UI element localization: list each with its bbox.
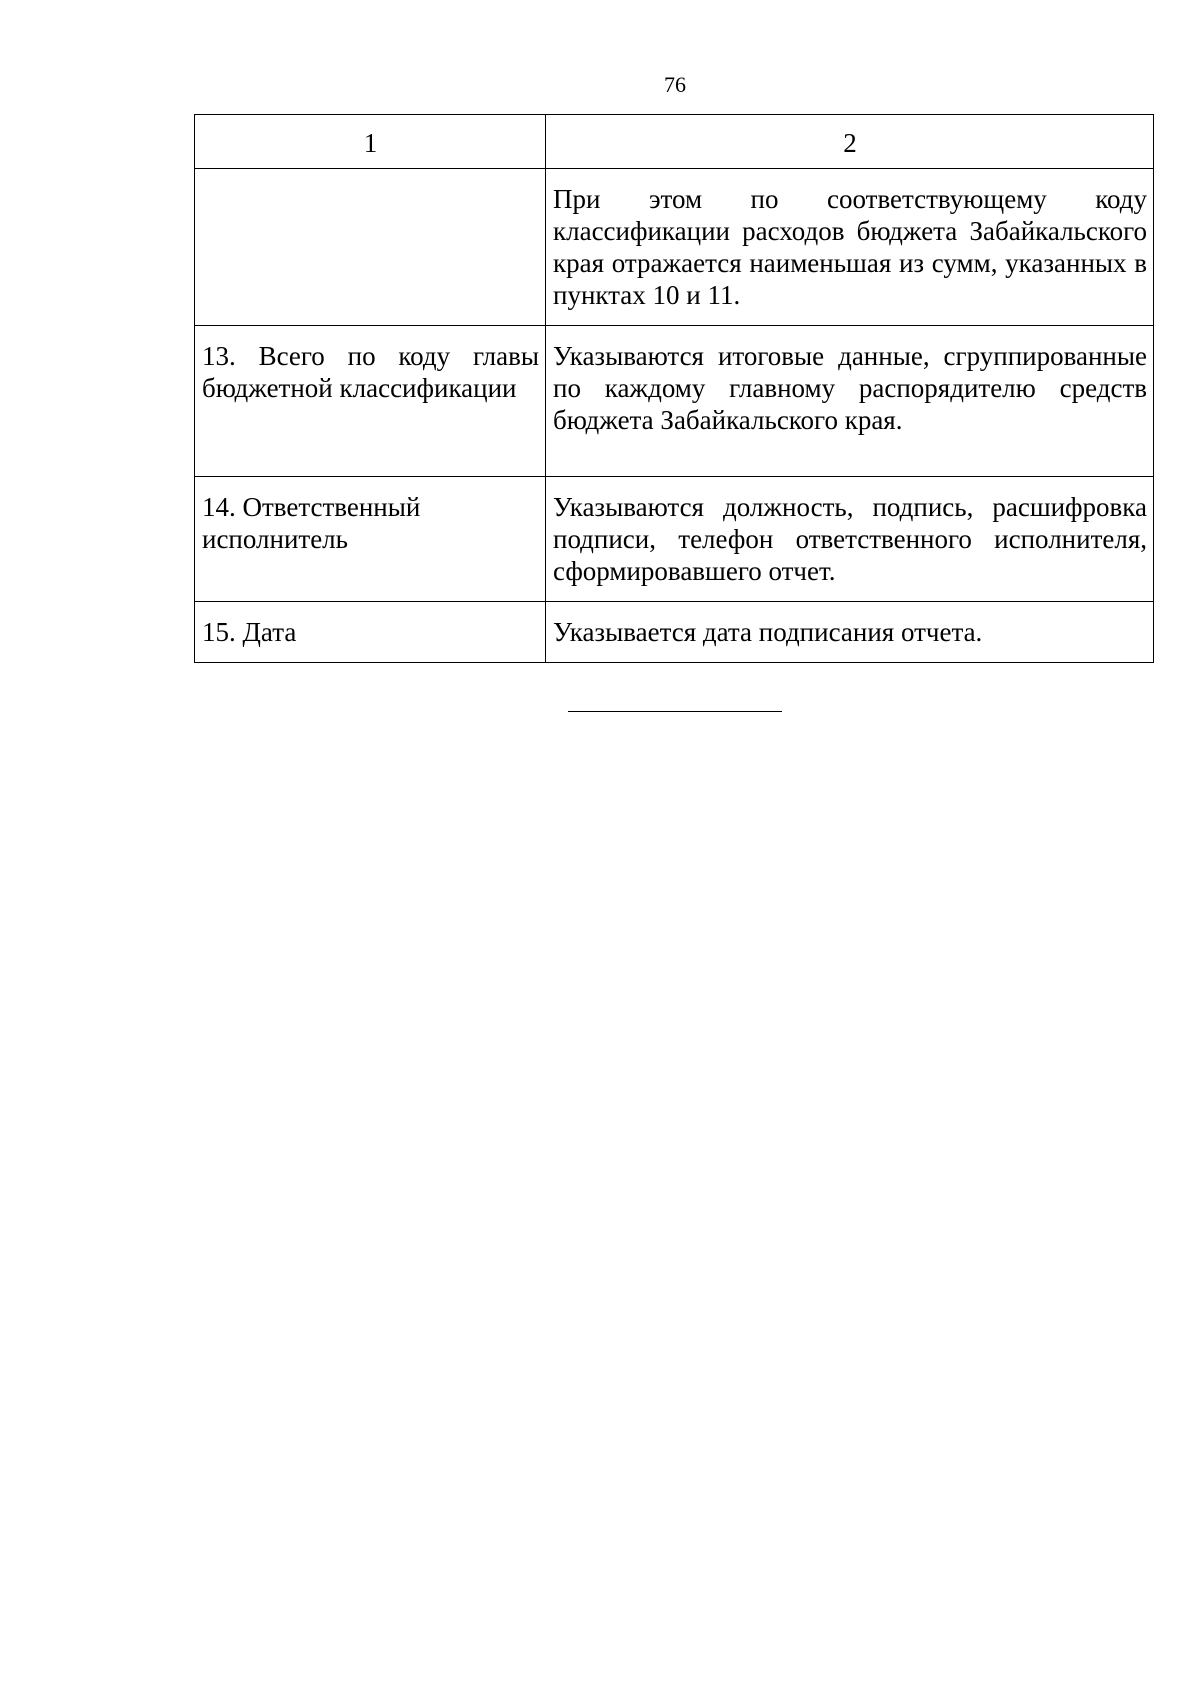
item-cell: 13. Всего по коду главы бюджетной классификации [195, 326, 546, 477]
description-cell: Указываются должность, подпись, расшифровка подписи, телефон ответственного исполнителя, сформировавшего отчет. [546, 477, 1154, 602]
item-cell: 14. Ответственный исполнитель [195, 477, 546, 602]
instructions-table [194, 114, 1154, 663]
item-cell: 15. Дата [195, 602, 546, 663]
table-row [195, 477, 1154, 602]
end-of-document-rule [568, 711, 782, 712]
description-cell: Указывается дата подписания отчета. [546, 602, 1154, 663]
column-header-2: 2 [546, 115, 1154, 169]
description-cell: Указываются итоговые данные, сгруппированные по каждому главному распорядителю средств бюджета Забайкальского края. [546, 326, 1154, 477]
table-row [195, 326, 1154, 477]
table-row [195, 169, 1154, 326]
page-number: 76 [664, 72, 686, 97]
item-cell [195, 169, 546, 326]
description-cell: При этом по соответствующему коду классификации расходов бюджета Забайкальского края отражается наименьшая из сумм, указанных в пунктах 10 и 11. [546, 169, 1154, 326]
column-header-1: 1 [195, 115, 546, 169]
table-row [195, 602, 1154, 663]
table-header-row [195, 115, 1154, 169]
